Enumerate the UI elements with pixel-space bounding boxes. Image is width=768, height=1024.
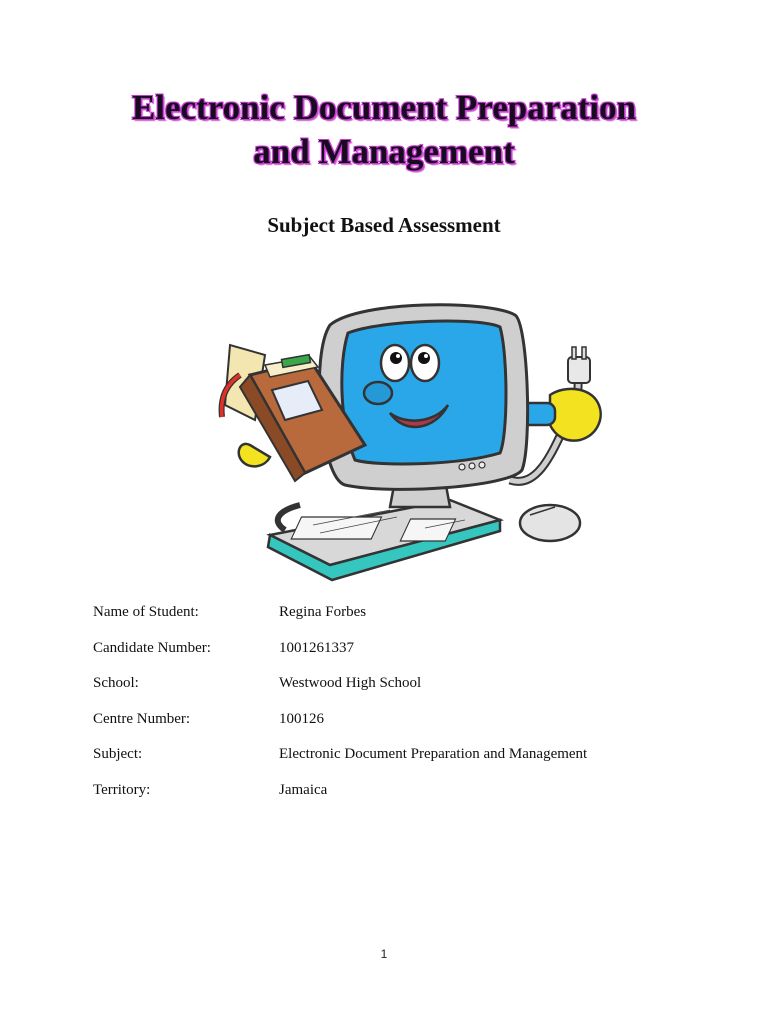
student-info-label: Centre Number:: [93, 710, 191, 727]
student-info-label: School:: [93, 675, 139, 692]
student-info-label: Subject:: [93, 746, 143, 763]
student-info-row: [93, 780, 693, 816]
student-info-value: Electronic Document Preparation and Management: [279, 746, 588, 763]
student-info-value: 100126: [279, 710, 324, 727]
student-info-row: [93, 638, 693, 674]
student-info-value: Jamaica: [279, 781, 328, 798]
student-info-value: Westwood High School: [279, 675, 422, 692]
student-info-label: Name of Student:: [93, 604, 199, 620]
student-info-label: Candidate Number:: [93, 639, 211, 656]
document-title-line-2: and Management: [253, 132, 515, 171]
student-info-row: [93, 709, 693, 745]
cartoon-computer-reading-book-icon: [210, 295, 610, 595]
document-subtitle: Subject Based Assessment: [267, 213, 501, 237]
page-number: 1: [380, 947, 388, 961]
student-info-row: [93, 602, 693, 638]
document-title-line-1: Electronic Document Preparation: [131, 88, 637, 127]
student-info-value: Regina Forbes: [279, 604, 367, 620]
student-info-row: [93, 673, 693, 709]
student-info-row: [93, 744, 693, 780]
student-info-label: Territory:: [93, 781, 151, 798]
student-info-value: 1001261337: [279, 639, 354, 656]
student-info-table: [93, 602, 693, 816]
